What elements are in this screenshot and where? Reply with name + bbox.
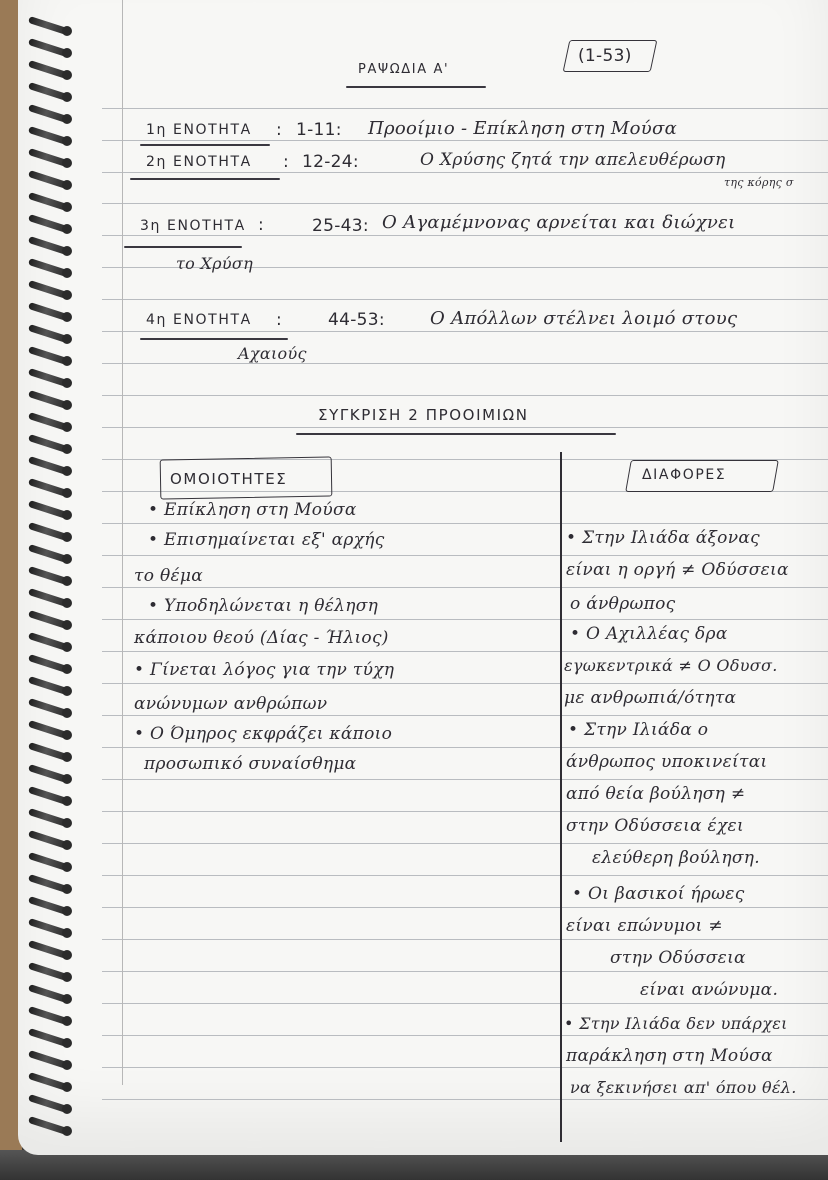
section-1-sep: : bbox=[276, 120, 283, 140]
section-2-sep: : bbox=[283, 152, 290, 172]
similarities-heading: ΟΜΟΙΟΤΗΤΕΣ bbox=[170, 470, 288, 488]
section-2-text: Ο Χρύσης ζητά την απελευθέρωση bbox=[420, 150, 726, 170]
section-2-label: 2η ΕΝΟΤΗΤΑ bbox=[146, 154, 252, 170]
difference-line: • Οι βασικοί ήρωες bbox=[572, 884, 745, 904]
spiral-binding bbox=[22, 18, 82, 1148]
section-3-underline bbox=[124, 246, 242, 248]
difference-line: να ξεκινήσει απ' όπου θέλ. bbox=[570, 1078, 797, 1097]
section-2-underline bbox=[130, 178, 280, 180]
difference-line: άνθρωπος υποκινείται bbox=[566, 752, 768, 772]
section-4-underline bbox=[140, 338, 288, 340]
difference-line: • Στην Ιλιάδα άξονας bbox=[566, 528, 760, 548]
section-1-label: 1η ΕΝΟΤΗΤΑ bbox=[146, 122, 252, 138]
similarity-line: το θέμα bbox=[134, 566, 204, 586]
section-3-sep: : bbox=[258, 215, 265, 235]
section-3-text: Ο Αγαμέμνονας αρνείται και διώχνει bbox=[382, 212, 736, 233]
difference-line: • Στην Ιλιάδα δεν υπάρχει bbox=[564, 1014, 788, 1033]
section-3-text-continued: το Χρύση bbox=[176, 254, 254, 273]
margin-line bbox=[122, 0, 123, 1085]
similarity-line: • Υποδηλώνεται η θέληση bbox=[148, 596, 379, 616]
difference-line: από θεία βούληση ≠ bbox=[566, 784, 746, 804]
difference-line: με ανθρωπιά/ότητα bbox=[564, 688, 737, 708]
difference-line: στην Οδύσσεια bbox=[610, 948, 746, 968]
column-divider bbox=[560, 452, 562, 1142]
page-title: ΡΑΨΩΔΙΑ Α' bbox=[358, 62, 450, 77]
section-4-lines: 44-53: bbox=[328, 310, 385, 330]
similarity-line: προσωπικό συναίσθημα bbox=[144, 754, 357, 774]
difference-line: είναι η οργή ≠ Οδύσσεια bbox=[566, 560, 789, 580]
similarity-line: • Ο Όμηρος εκφράζει κάποιο bbox=[134, 724, 393, 744]
verse-range: (1-53) bbox=[578, 46, 632, 66]
similarity-line: • Γίνεται λόγος για την τύχη bbox=[134, 660, 395, 680]
difference-line: • Ο Αχιλλέας δρα bbox=[570, 624, 728, 644]
section-4-label: 4η ΕΝΟΤΗΤΑ bbox=[146, 312, 252, 328]
section-2-lines: 12-24: bbox=[302, 152, 359, 172]
similarity-line: • Επίκληση στη Μούσα bbox=[148, 500, 357, 520]
section-1-text: Προοίμιο - Επίκληση στη Μούσα bbox=[368, 118, 678, 139]
difference-line: ο άνθρωπος bbox=[570, 594, 676, 614]
section-4-text: Ο Απόλλων στέλνει λοιμό στους bbox=[430, 308, 738, 329]
comparison-heading: ΣΥΓΚΡΙΣΗ 2 ΠΡΟΟΙΜΙΩΝ bbox=[318, 406, 529, 424]
difference-line: στην Οδύσσεια έχει bbox=[566, 816, 744, 836]
section-2-text-continued: της κόρης σ bbox=[724, 176, 794, 189]
section-1-lines: 1-11: bbox=[296, 120, 342, 140]
difference-line: είναι επώνυμοι ≠ bbox=[566, 916, 723, 936]
section-4-text-continued: Αχαιούς bbox=[238, 344, 307, 363]
differences-heading: ΔΙΑΦΟΡΕΣ bbox=[642, 467, 727, 483]
section-1-underline bbox=[140, 144, 270, 146]
title-underline bbox=[346, 86, 486, 88]
difference-line: παράκληση στη Μούσα bbox=[566, 1046, 773, 1066]
comparison-underline bbox=[296, 433, 616, 435]
difference-line: ελεύθερη βούληση. bbox=[592, 848, 760, 868]
similarity-line: ανώνυμων ανθρώπων bbox=[134, 694, 328, 714]
similarity-line: κάποιου θεού (Δίας - Ήλιος) bbox=[134, 628, 389, 648]
section-3-label: 3η ΕΝΟΤΗΤΑ bbox=[140, 218, 246, 234]
similarity-line: • Επισημαίνεται εξ' αρχής bbox=[148, 530, 385, 550]
difference-line: είναι ανώνυμα. bbox=[640, 980, 779, 1000]
section-4-sep: : bbox=[276, 310, 283, 330]
section-3-lines: 25-43: bbox=[312, 216, 369, 236]
difference-line: εγωκεντρικά ≠ Ο Οδυσσ. bbox=[564, 656, 778, 675]
difference-line: • Στην Ιλιάδα ο bbox=[568, 720, 709, 740]
